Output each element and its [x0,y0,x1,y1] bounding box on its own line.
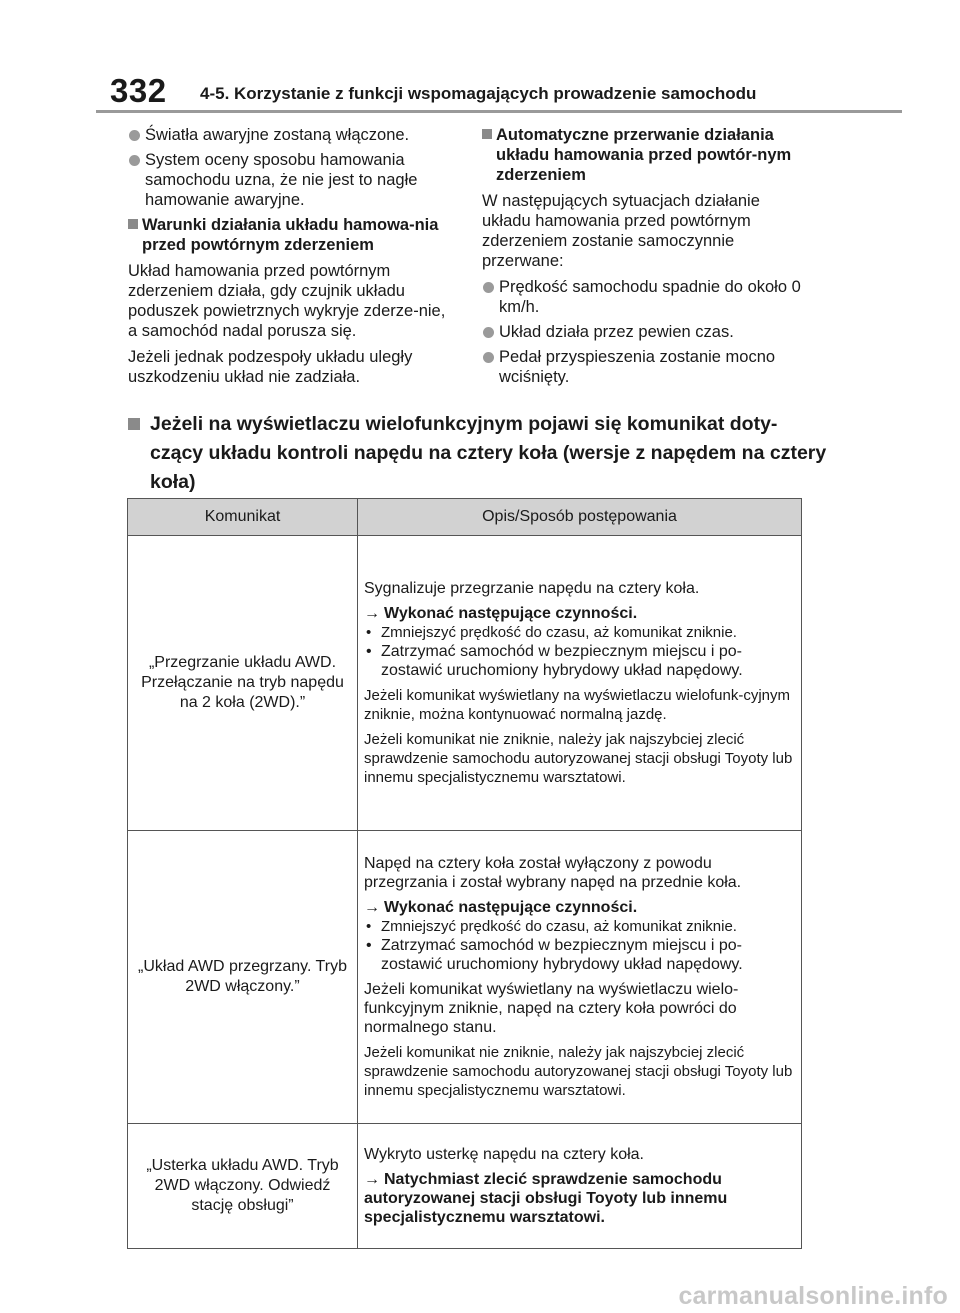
page-header [96,74,902,114]
list-item: Układ działa przez pewien czas. [482,322,810,342]
paragraph: W następujących sytuacjach działanie układu hamowania przed powtórnym zderzeniem zostanie samoczynnie przerwane: [482,192,760,270]
list-item: Prędkość samochodu spadnie do około 0 km/h. [482,277,810,317]
messages-table [127,498,802,1249]
paragraph: Jeżeli jednak podzespoły układu uległy uszkodzeniu układ nie zadziała. [128,348,413,386]
description-cell [358,1124,802,1249]
action-text: Natychmiast zlecić sprawdzenie samochodu autoryzowanej stacji obsługi Toyoty lub innemu specjalistycznemu warsztatowi. [364,1171,728,1226]
description-text: Wykryto usterkę napędu na cztery koła. [364,1146,644,1163]
table-header-row [128,499,802,536]
chapter-title: 4-5. Korzystanie z funkcji wspomagających prowadzenie samochodu [200,84,757,103]
step-item: • Zmniejszyć prędkość do czasu, aż komunikat zniknie. [364,917,795,936]
message-cell: „Przegrzanie układu AWD. Przełączanie na tryb napędu na 2 koła (2WD).” [128,536,358,831]
note-text: Jeżeli komunikat wyświetlany na wyświetlaczu wielofunk-cyjnym zniknie, można kontynuować normalną jazdę. [364,687,790,723]
action-text: Wykonać następujące czynności. [384,605,638,622]
table-row [128,536,802,831]
note-text: Jeżeli komunikat nie zniknie, należy jak najszybciej zlecić sprawdzenie samochodu autoryzowanej stacji obsługi Toyoty lub innemu specjalistycznemu warsztatowi. [364,1044,793,1099]
list-item: System oceny sposobu hamowania samochodu uzna, że nie jest to nagłe hamowanie awaryjne. [128,150,456,210]
list-item: Światła awaryjne zostaną włączone. [128,125,456,145]
step-item: • Zatrzymać samochód w bezpiecznym miejscu i po-zostawić uruchomiony hybrydowy układ napędowy. [364,642,795,680]
description-cell [358,536,802,831]
step-item: • Zmniejszyć prędkość do czasu, aż komunikat zniknie. [364,623,795,642]
paragraph: Układ hamowania przed powtórnym zderzeniem działa, gdy czujnik układu poduszek powietrznych wykryje zderze-nie, a samochód nadal porusza się. [128,262,446,340]
action-line [364,898,795,917]
right-column [482,125,810,392]
message-cell: „Usterka układu AWD. Tryb 2WD włączony. Odwiedź stację obsługi” [128,1124,358,1249]
table-row [128,1124,802,1249]
arrow-right-icon: → [364,605,380,622]
subheading-auto-cancel: Automatyczne przerwanie działania układu hamowania przed powtór-nym zderzeniem [482,125,810,185]
arrow-right-icon: → [364,899,380,916]
page-number: 332 [110,72,167,109]
description-text: Napęd na cztery koła został wyłączony z powodu przegrzania i został wybrany napęd na przednie koła. [364,855,742,891]
left-column [128,125,456,393]
section-heading-text: Jeżeli na wyświetlaczu wielofunkcyjnym pojawi się komunikat doty-czący układu kontroli napędu na cztery koła (wersje z napędem na cztery koła) [150,413,827,493]
watermark: carmanualsonline.info [678,1282,948,1310]
list-item: Pedał przyspieszenia zostanie mocno wciśnięty. [482,347,810,387]
action-line [364,604,795,623]
header-divider [96,110,902,113]
subheading-conditions: Warunki działania układu hamowa-nia przed powtórnym zderzeniem [128,215,456,255]
column-header-description: Opis/Sposób postępowania [358,499,802,536]
table-row [128,831,802,1124]
arrow-right-icon: → [364,1171,380,1188]
description-cell [358,831,802,1124]
description-text: Sygnalizuje przegrzanie napędu na cztery koła. [364,580,700,597]
note-text: Jeżeli komunikat nie zniknie, należy jak najszybciej zlecić sprawdzenie samochodu autoryzowanej stacji obsługi Toyoty lub innemu specjalistycznemu warsztatowi. [364,731,793,786]
section-heading [128,410,830,497]
step-item: • Zatrzymać samochód w bezpiecznym miejscu i po-zostawić uruchomiony hybrydowy układ napędowy. [364,936,795,974]
square-bullet-icon [128,418,140,430]
message-cell: „Układ AWD przegrzany. Tryb 2WD włączony.” [128,831,358,1124]
note-text: Jeżeli komunikat wyświetlany na wyświetlaczu wielo-funkcyjnym zniknie, napęd na cztery koła powróci do normalnego stanu. [364,981,739,1036]
action-text: Wykonać następujące czynności. [384,899,638,916]
action-line [364,1170,795,1227]
column-header-message: Komunikat [128,499,358,536]
